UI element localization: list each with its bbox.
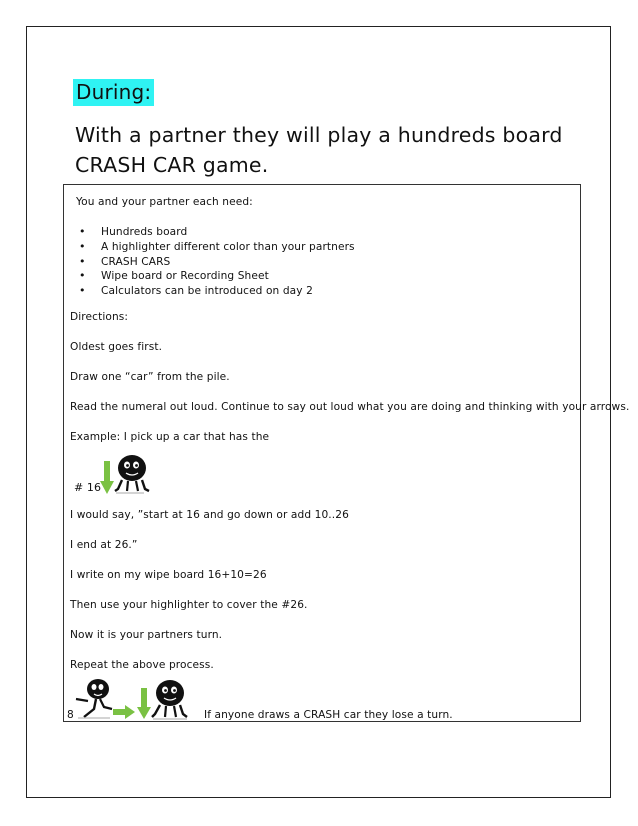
card-number: # 16 <box>74 481 102 494</box>
down-arrow-icon <box>100 461 114 495</box>
step-read: Read the numeral out loud. Continue to say out loud what you are doing and thinking with your arrows. <box>70 401 630 413</box>
list-item: • Wipe board or Recording Sheet <box>79 269 355 284</box>
crash-car-creature-right-icon <box>150 679 190 721</box>
down-arrow-icon <box>137 688 151 720</box>
section-heading: During: <box>73 79 154 106</box>
example-text: Example: I pick up a car that has the <box>70 431 270 443</box>
say-line-2: I end at 26.” <box>70 539 138 551</box>
list-item: • CRASH CARS <box>79 255 355 270</box>
repeat-line: Repeat the above process. <box>70 659 214 671</box>
turn-line: Now it is your partners turn. <box>70 629 223 641</box>
list-item: • A highlighter different color than your partners <box>79 240 355 255</box>
crash-car-creature-left-icon <box>74 677 116 719</box>
needs-list <box>79 225 355 299</box>
highlight-line: Then use your highlighter to cover the #26. <box>70 599 308 611</box>
crash-car-creature-icon <box>114 453 150 495</box>
say-line-1: I would say, ”start at 16 and go down or add 10..26 <box>70 509 349 521</box>
step-draw: Draw one “car” from the pile. <box>70 371 230 383</box>
write-line: I write on my wipe board 16+10=26 <box>70 569 267 581</box>
needs-intro: You and your partner each need: <box>76 196 253 208</box>
list-item: • Hundreds board <box>79 225 355 240</box>
instructions-box <box>63 184 630 722</box>
directions-label: Directions: <box>70 311 129 323</box>
crash-card-number: 8 <box>67 709 74 721</box>
intro-text: With a partner they will play a hundreds board CRASH CAR game. <box>75 123 563 177</box>
right-arrow-icon <box>113 705 135 719</box>
step-oldest: Oldest goes first. <box>70 341 163 353</box>
crash-rule: If anyone draws a CRASH car they lose a turn. <box>204 709 453 721</box>
list-item: • Calculators can be introduced on day 2 <box>79 284 355 299</box>
